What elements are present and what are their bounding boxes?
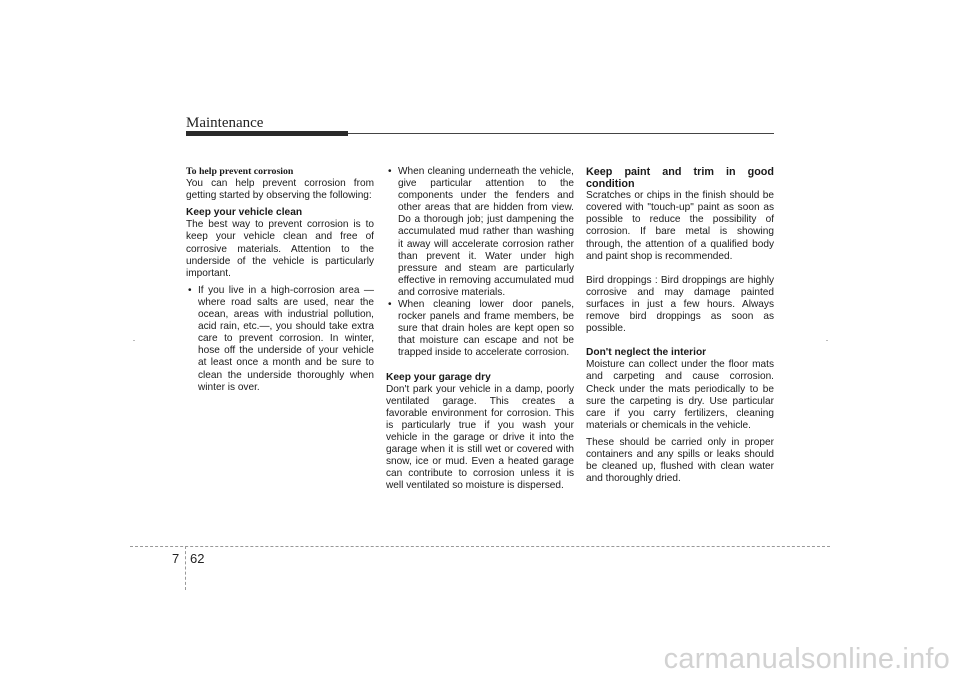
col1-bullet-list	[186, 285, 374, 394]
column-3	[586, 166, 774, 485]
watermark: carmanualsonline.info	[663, 643, 950, 675]
bird-droppings-body: Bird droppings : Bird droppings are highly corrosive and may damage painted surfaces in just a few hours. Always remove bird droppings as soon as possible.	[586, 274, 774, 335]
garage-dry-heading: Keep your garage dry	[386, 371, 491, 383]
crop-mark	[133, 340, 135, 341]
interior-body-2: These should be carried only in proper containers and any spills or leaks should be cleaned up, flushed with clean water and thoroughly dried.	[586, 436, 774, 485]
interior-heading: Don't neglect the interior	[586, 347, 707, 359]
col2-bullet-list	[386, 166, 574, 360]
column-2	[386, 166, 574, 492]
paint-trim-body: Scratches or chips in the finish should be covered with "touch-up" paint as soon as possible to reduce the possibility of corrosion. If bare metal is showing through, the attention of a qualified body and paint shop is recommended.	[586, 190, 774, 262]
page-number: 62	[190, 551, 205, 566]
corrosion-intro: You can help prevent corrosion from getting started by observing the following:	[186, 178, 374, 202]
clean-vehicle-body: The best way to prevent corrosion is to keep your vehicle clean and free of corrosive materials. Attention to the underside of the vehicle is particularly important.	[186, 219, 374, 279]
chapter-number: 7	[172, 551, 180, 566]
crop-mark	[826, 340, 828, 341]
header-bar	[186, 131, 348, 136]
bullet-item: • If you live in a high-corrosion area — where road salts are used, near the ocean, areas with industrial pollution, acid rain, etc.—, you should take extra care to prevent corrosion. In winter, hose off the underside of your vehicle at least once a month and be sure to clean the underside thoroughly when winter is over.	[186, 285, 374, 394]
footer-rule	[130, 546, 830, 547]
column-1	[186, 166, 374, 394]
bullet-item: • When cleaning underneath the vehicle, give particular attention to the components under the fenders and other areas that are hidden from view. Do a thorough job; just dampening the accumulated mud rather than washing it away will accelerate corrosion rather than prevent it. Water under high pressure and steam are particularly effective in removing accumulated mud and corrosive materials.	[386, 166, 574, 299]
interior-body: Moisture can collect under the floor mats and carpeting and cause corrosion. Check under the mats periodically to be sure the carpeting is dry. Use particular care if you carry fertilizers, cleaning materials or chemicals in the vehicle.	[586, 359, 774, 431]
bullet-item: • When cleaning lower door panels, rocker panels and frame members, be sure that drain holes are kept open so that moisture can escape and not be trapped inside to accelerate corrosion.	[386, 299, 574, 359]
paint-trim-heading: Keep paint and trim in good condition	[586, 166, 774, 191]
section-title: Maintenance	[186, 115, 264, 131]
clean-vehicle-heading: Keep your vehicle clean	[186, 207, 303, 219]
footer-divider	[185, 546, 186, 590]
garage-dry-body: Don't park your vehicle in a damp, poorly ventilated garage. This creates a favorable environment for corrosion. This is particularly true if you wash your vehicle in the garage or drive it into the garage when it is still wet or covered with snow, ice or mud. Even a heated garage can contribute to corrosion unless it is well ventilated so moisture is dispersed.	[386, 383, 574, 492]
corrosion-heading: To help prevent corrosion	[186, 166, 294, 177]
